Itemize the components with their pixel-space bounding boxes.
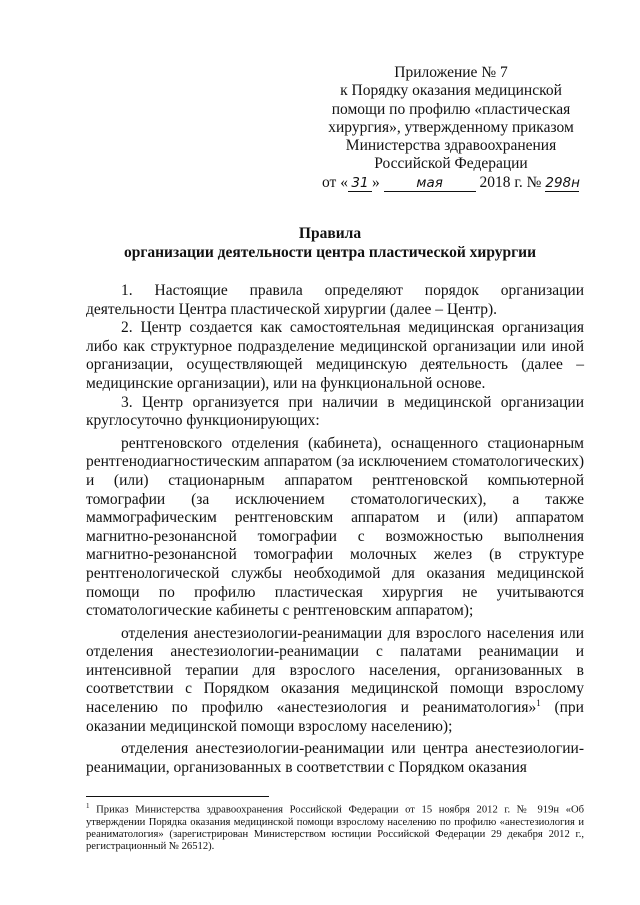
paragraph-anesthesiology-center: отделения анестезиологии-реанимации или центра анестезиологии-реанимации, организованных в соответствии с Порядком оказания [86,740,584,776]
date-year-text: 2018 г. № [479,173,542,191]
order-date-line [322,174,578,192]
paragraph-3: 3. Центр организуется при наличии в медицинской организации круглосуточно функционирующих: [86,393,584,430]
appendix-number: Приложение № 7 [394,64,508,81]
footnote-mark: 1 [86,802,90,810]
appendix-line: к Порядку оказания медицинской [340,82,562,100]
footnote [86,800,584,853]
footnote-divider [86,796,269,797]
appendix-line: хирургия», утвержденному приказом [328,118,574,136]
appendix-line: помощи по профилю «пластическая [331,100,571,118]
date-month: мая [384,176,476,192]
paragraph-radiology: рентгеновского отделения (кабинета), оснащенного стационарным рентгенодиагностическим аппаратом (за исключением стоматологических) и (или) стационарным аппаратом рентгеновской компьютерной томографии (за исключением стоматологических), а также маммографическим рентгеновским аппаратом и (или) аппаратом магнитно-резонансной томографии с возможностью выполнения магнитно-резонансной томографии молочных желез (в структуре рентгенологической службы необходимой для оказания медицинской помощи по профилю пластическая хирургия не учитываются стоматологические кабинеты с рентгеновским аппаратом); [86,434,584,620]
date-day: 31 [348,176,372,192]
paragraph-anesthesiology-adult [86,625,584,737]
paragraph-2: 2. Центр создается как самостоятельная медицинская организация либо как структурное подразделение медицинской организации или иной организации, осуществляющей медицинскую деятельность (далее – медицинские организации), или на функциональной основе. [86,319,584,392]
appendix-line: Российской Федерации [374,155,528,173]
footnote-ref[interactable]: 1 [536,697,541,708]
document-title: Правила [298,225,362,242]
date-prefix: от « [322,173,348,191]
appendix-header [322,64,580,192]
document-subtitle: организации деятельности центра пластической хирургии [123,244,537,261]
document-body [86,282,584,777]
date-mid: » [371,173,380,191]
paragraph-1: 1. Настоящие правила определяют порядок организации деятельности Центра пластической хирургии (далее – Центр). [86,282,584,318]
paragraph-text: (при оказании медицинской помощи взрослому населению); [86,699,584,735]
paragraph-text: отделения анестезиологии-реанимации для взрослого населения или отделения анестезиологии-реанимации с палатами реанимации и интенсивной терапии для взрослого населения, организованных в соответствии с Порядком оказания медицинской помощи взрослому населению по профилю «анестезиология и реаниматология» [86,624,584,717]
appendix-line: Министерства здравоохранения [345,137,557,155]
footnote-text: Приказ Министерства здравоохранения Российской Федерации от 15 ноября 2012 г. № 919н «Об утверждении Порядка оказания медицинской помощи взрослому населению по профилю «анестезиология и реаниматология» (зарегистрирован Министерством юстиции Российской Федерации 29 декабря 2012 г., регистрационный № 26512). [86,804,584,853]
order-number: 298н [545,174,580,191]
